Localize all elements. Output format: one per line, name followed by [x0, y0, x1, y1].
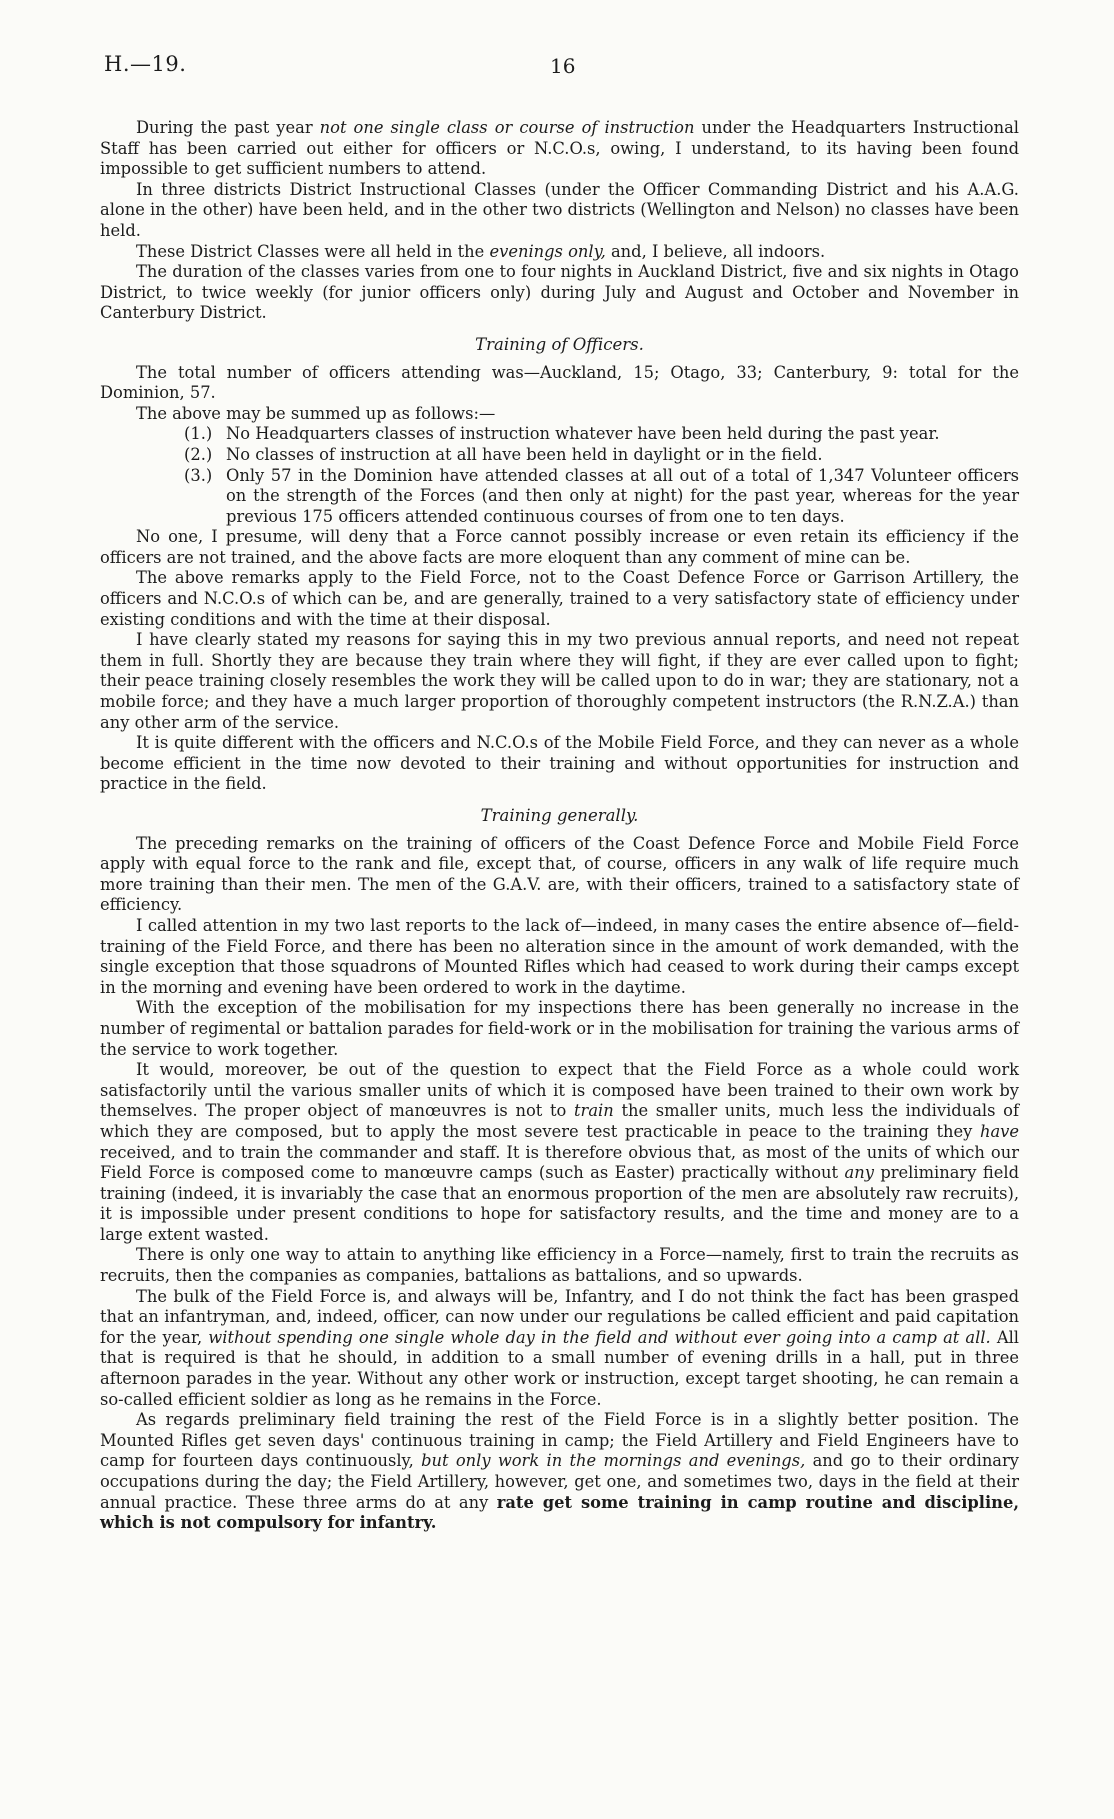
paragraph: It would, moreover, be out of the question to expect that the Field Force as a whole could work satisfactorily until the various smaller units of which it is composed have been trained to their own work by themselves. The proper object of manœuvres is not to train the smaller units, much less the individuals of which they are composed, but to apply the most severe test practicable in peace to the training they have received, and to train the commander and staff. It is therefore obvious that, as most of the units of which our Field Force is composed come to manœuvre camps (such as Easter) practically without any preliminary field training (indeed, it is invariably the case that an enormous proportion of the men are absolutely raw recruits), it is impossible under present conditions to hope for satisfactory results, and the time and money are to a large extent wasted. — [100, 1060, 1019, 1244]
summary-list — [100, 424, 1019, 527]
paragraph: With the exception of the mobilisation for my inspections there has been generally no increase in the number of regimental or battalion parades for field-work or in the mobilisation for training the various arms of the service to work together. — [100, 998, 1019, 1059]
paragraph: As regards preliminary field training the rest of the Field Force is in a slightly better position. The Mounted Rifles get seven days' continuous training in camp; the Field Artillery and Field Engineers have to camp for fourteen days continuously, but only work in the mornings and evenings, and go to their ordinary occupations during the day; the Field Artillery, however, get one, and sometimes two, days in the field at their annual practice. These three arms do at any rate get some training in camp routine and discipline, which is not compulsory for infantry. — [100, 1410, 1019, 1533]
list-item: (2.) No classes of instruction at all have been held in daylight or in the field. — [184, 444, 823, 464]
paragraph: During the past year not one single class or course of instruction under the Headquarters Instructional Staff has been carried out either for officers or N.C.O.s, owing, I understand, to its having been found impossible to get sufficient numbers to attend. — [100, 118, 1019, 179]
body-text — [100, 118, 1019, 1534]
document-reference: H.—19. — [104, 52, 187, 76]
paragraph: I have clearly stated my reasons for saying this in my two previous annual reports, and need not repeat them in full. Shortly they are because they train where they will fight, if they are ever called upon to fight; their peace training closely resembles the work they will be called upon to do in war; they are stationary, not a mobile force; and they have a much larger proportion of thoroughly competent instructors (the R.N.Z.A.) than any other arm of the service. — [100, 630, 1019, 732]
list-item: (3.) Only 57 in the Dominion have attended classes at all out of a total of 1,347 Volunteer officers on the strength of the Forces (and then only at night) for the past year, whereas for the year previous 175 officers attended continuous courses of from one to ten days. — [184, 465, 1019, 526]
list-item-number: (3.) — [184, 465, 213, 485]
paragraph: I called attention in my two last reports to the lack of—indeed, in many cases the entire absence of—field-training of the Field Force, and there has been no alteration since in the amount of work demanded, with the single exception that those squadrons of Mounted Rifles which had ceased to work during their camps except in the morning and evening have been ordered to work in the daytime. — [100, 915, 1019, 997]
list-item-number: (2.) — [184, 444, 213, 464]
paragraph: It is quite different with the officers and N.C.O.s of the Mobile Field Force, and they can never as a whole become efficient in the time now devoted to their training and without opportunities for instruction and practice in the field. — [100, 733, 1019, 794]
paragraph: The preceding remarks on the training of officers of the Coast Defence Force and Mobile Field Force apply with equal force to the rank and file, except that, of course, officers in any walk of life require much more training than their men. The men of the G.A.V. are, with their officers, trained to a satisfactory state of efficiency. — [100, 833, 1019, 915]
paragraph: In three districts District Instructional Classes (under the Officer Commanding District and his A.A.G. alone in the other) have been held, and in the other two districts (Wellington and Nelson) no classes have been held. — [100, 179, 1019, 240]
paragraph: These District Classes were all held in the evenings only, and, I believe, all indoors. — [136, 241, 826, 261]
paragraph: The above remarks apply to the Field Force, not to the Coast Defence Force or Garrison Artillery, the officers and N.C.O.s of which can be, and are generally, trained to a very satisfactory state of efficiency under existing conditions and with the time at their disposal. — [100, 568, 1019, 629]
paragraph: There is only one way to attain to anything like efficiency in a Force—namely, first to train the recruits as recruits, then the companies as companies, battalions as battalions, and so upwards. — [100, 1245, 1019, 1286]
paragraph: The bulk of the Field Force is, and always will be, Infantry, and I do not think the fact has been grasped that an infantryman, and, indeed, officer, can now under our regulations be called efficient and paid capitation for the year, without spending one single whole day in the field and without ever going into a camp at all. All that is required is that he should, in addition to a small number of evening drills in a hall, put in three afternoon parades in the year. Without any other work or instruction, except target shooting, he can remain a so-called efficient soldier as long as he remains in the Force. — [100, 1286, 1020, 1409]
page-header — [100, 52, 1019, 88]
list-item: (1.) No Headquarters classes of instruction whatever have been held during the past year. — [184, 424, 940, 444]
paragraph: The duration of the classes varies from one to four nights in Auckland District, five and six nights in Otago District, to twice weekly (for junior officers only) during July and August and October and November in Canterbury District. — [100, 262, 1019, 323]
paragraph: The total number of officers attending was—Auckland, 15; Otago, 33; Canterbury, 9: total for the Dominion, 57. — [100, 362, 1019, 403]
paragraph: The above may be summed up as follows:— — [136, 403, 496, 423]
section-heading-training-of-officers: Training of Officers. — [475, 334, 644, 354]
list-item-number: (1.) — [184, 424, 213, 444]
section-heading-training-generally: Training generally. — [480, 806, 639, 825]
page-number: 16 — [550, 54, 576, 78]
paragraph: No one, I presume, will deny that a Force cannot possibly increase or even retain its efficiency if the officers are not trained, and the above facts are more eloquent than any comment of mine can be. — [100, 527, 1019, 567]
